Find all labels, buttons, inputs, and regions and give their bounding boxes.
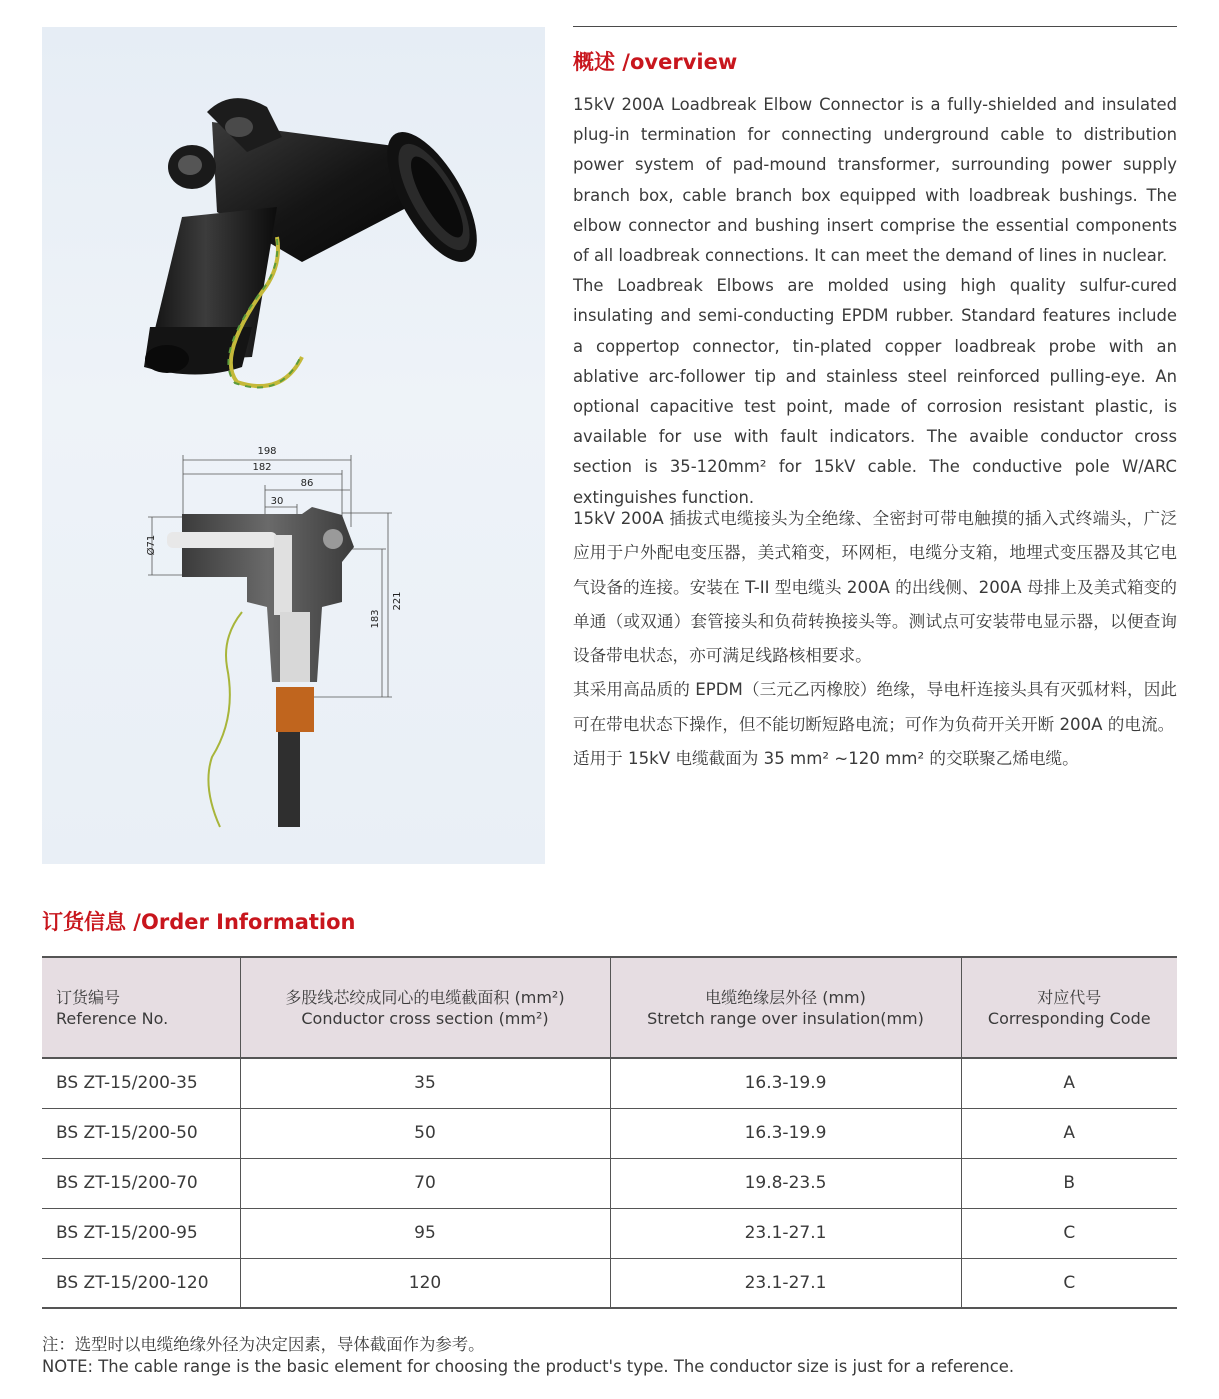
cell-section: 95 xyxy=(240,1208,610,1258)
header-en: Conductor cross section (mm²) xyxy=(301,1008,549,1028)
header-code xyxy=(961,957,1177,1058)
table-row xyxy=(42,1208,1177,1258)
header-conductor-section xyxy=(240,957,610,1058)
header-cn: 订货编号 xyxy=(56,987,121,1007)
product-illustration xyxy=(42,27,545,864)
cell-range: 23.1-27.1 xyxy=(610,1258,961,1308)
table-row xyxy=(42,1158,1177,1208)
cell-code: A xyxy=(961,1108,1177,1158)
dimension-drawing xyxy=(145,446,403,827)
table-row xyxy=(42,1058,1177,1108)
elbow-connector-photo xyxy=(144,98,494,387)
cell-section: 50 xyxy=(240,1108,610,1158)
note-english: NOTE: The cable range is the basic element for choosing the product's type. The conductor size is just for a reference. xyxy=(42,1357,1015,1376)
cell-reference: BS ZT-15/200-70 xyxy=(42,1158,240,1208)
overview-cn-paragraph: 15kV 200A 插拔式电缆接头为全绝缘、全密封可带电触摸的插入式终端头，广泛应用于户外配电变压器，美式箱变，环网柜，电缆分支箱，地埋式变压器及其它电气设备的连接。安装在 T-II 型电缆头 200A 的出线侧、200A 母排上及美式箱变的单通（或双通）套管接头和负荷转换接头等。测试点可安装带电显示器，以便查询设备带电状态，亦可满足线路核相要求。 xyxy=(573,509,1177,666)
cell-range: 23.1-27.1 xyxy=(610,1208,961,1258)
cell-code: B xyxy=(961,1158,1177,1208)
dim-198: 198 xyxy=(257,446,277,457)
cell-reference: BS ZT-15/200-50 xyxy=(42,1108,240,1158)
header-en: Reference No. xyxy=(56,1008,169,1028)
header-cn: 电缆绝缘层外径 (mm) xyxy=(705,987,866,1007)
cell-section: 35 xyxy=(240,1058,610,1108)
cell-reference: BS ZT-15/200-35 xyxy=(42,1058,240,1108)
order-table xyxy=(42,956,1177,1309)
cell-range: 19.8-23.5 xyxy=(610,1158,961,1208)
overview-english xyxy=(573,90,1177,513)
dim-86: 86 xyxy=(300,478,314,489)
table-header-row xyxy=(42,957,1177,1058)
cell-code: C xyxy=(961,1258,1177,1308)
header-en: Corresponding Code xyxy=(987,1008,1151,1028)
dim-183: 183 xyxy=(370,609,381,629)
note-chinese: 注：选型时以电缆绝缘外径为决定因素，导体截面作为参考。 xyxy=(42,1335,485,1354)
order-info-title: 订货信息 /Order Information xyxy=(42,910,356,934)
dim-221: 221 xyxy=(392,591,403,611)
cell-reference: BS ZT-15/200-95 xyxy=(42,1208,240,1258)
cell-section: 70 xyxy=(240,1158,610,1208)
cell-code: C xyxy=(961,1208,1177,1258)
top-divider xyxy=(573,26,1177,27)
overview-chinese xyxy=(573,502,1177,776)
dim-182: 182 xyxy=(252,462,272,473)
table-row xyxy=(42,1258,1177,1308)
cell-code: A xyxy=(961,1058,1177,1108)
header-reference xyxy=(42,957,240,1058)
overview-title: 概述 /overview xyxy=(573,50,738,74)
cell-range: 16.3-19.9 xyxy=(610,1058,961,1108)
overview-cn-paragraph: 其采用高品质的 EPDM（三元乙丙橡胶）绝缘，导电杆连接头具有灭弧材料，因此可在带电状态下操作，但不能切断短路电流；可作为负荷开关开断 200A 的电流。 xyxy=(573,680,1177,734)
cell-range: 16.3-19.9 xyxy=(610,1108,961,1158)
header-cn: 对应代号 xyxy=(1037,987,1102,1007)
header-en: Stretch range over insulation(mm) xyxy=(647,1008,924,1028)
cell-reference: BS ZT-15/200-120 xyxy=(42,1258,240,1308)
product-image-panel xyxy=(42,27,545,864)
header-cn: 多股线芯绞成同心的电缆截面积 (mm²) xyxy=(285,987,565,1007)
dim-30: 30 xyxy=(270,496,284,507)
dim-diameter-71: Ø71 xyxy=(146,534,157,556)
overview-en-paragraph: 15kV 200A Loadbreak Elbow Connector is a fully-shielded and insulated plug-in termination for connecting underground cable to distribution power system of pad-mound transformer, surrounding power supply branch box, cable branch box equipped with loadbreak bushings. The elbow connector and bushing insert comprise the essential components of all loadbreak connections. It can meet the demand of lines in nuclear. xyxy=(573,95,1177,266)
cell-section: 120 xyxy=(240,1258,610,1308)
overview-en-paragraph: The Loadbreak Elbows are molded using high quality sulfur-cured insulating and semi-conducting EPDM rubber. Standard features include a coppertop connector, tin-plated copper loadbreak probe with an ablative arc-follower tip and stainless steel reinforced pulling-eye. An optional capacitive test point, made of corrosion resistant plastic, is available for use with fault indicators. The avaible conductor cross section is 35-120mm² for 15kV cable. The conductive pole W/ARC extinguishes function. xyxy=(573,276,1177,507)
table-row xyxy=(42,1108,1177,1158)
overview-cn-paragraph: 适用于 15kV 电缆截面为 35 mm² ~120 mm² 的交联聚乙烯电缆。 xyxy=(573,749,1079,769)
header-stretch-range xyxy=(610,957,961,1058)
